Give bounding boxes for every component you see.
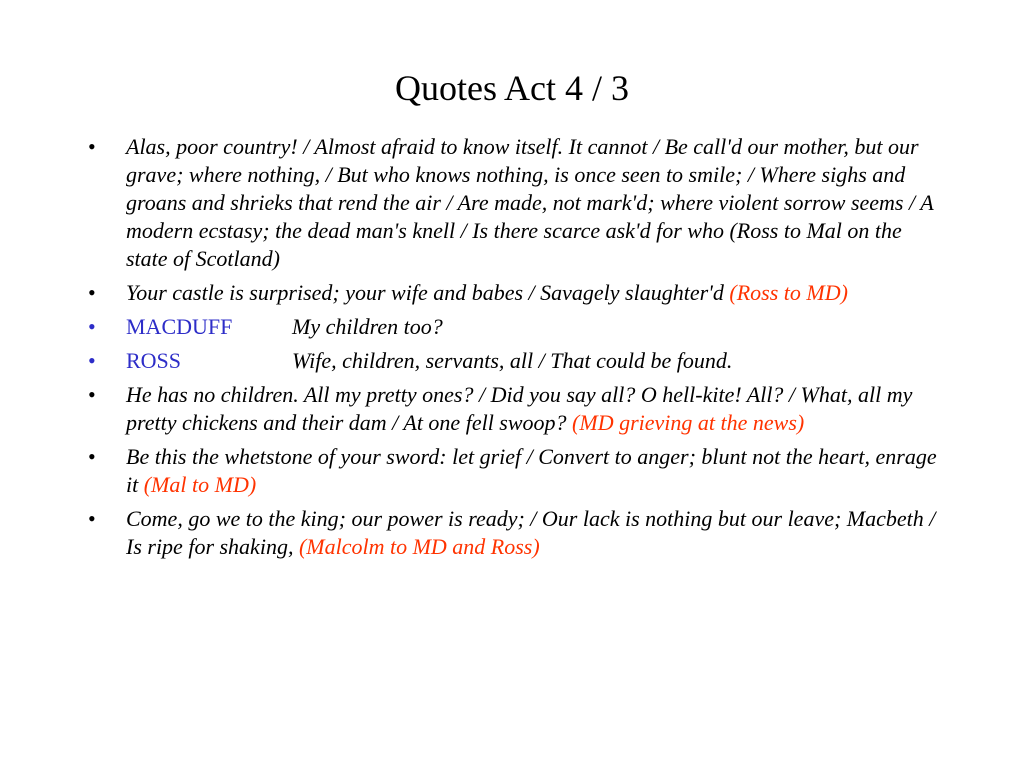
quote-item bbox=[88, 347, 938, 375]
quote-text: Your castle is surprised; your wife and babes / Savagely slaughter'd bbox=[126, 280, 730, 305]
quote-text: My children too? bbox=[292, 314, 443, 339]
bullet-marker: • bbox=[88, 506, 96, 531]
quote-text: Come, go we to the king; our power is ready; / Our lack is nothing but our leave; Macbeth / Is ripe for shaking, bbox=[126, 506, 936, 559]
quote-text: He has no children. All my pretty ones? / Did you say all? O hell-kite! All? / What, all my pretty chickens and their dam / At one fell swoop? bbox=[126, 382, 913, 435]
bullet-marker: • bbox=[88, 444, 96, 469]
speaker-note: (Ross to MD) bbox=[729, 280, 848, 305]
speaker-name: ROSS bbox=[126, 348, 182, 373]
bullet-marker: • bbox=[88, 382, 96, 407]
quote-item bbox=[88, 505, 938, 561]
speaker-note: (Mal to MD) bbox=[143, 472, 257, 497]
quote-item bbox=[88, 381, 938, 437]
bullet-marker: • bbox=[88, 280, 96, 305]
quote-text: Be this the whetstone of your sword: let grief / Convert to anger; blunt not the heart, enrage it bbox=[126, 444, 937, 497]
bullet-marker: • bbox=[88, 314, 96, 339]
speaker-note: (MD grieving at the news) bbox=[572, 410, 805, 435]
speaker-name: MACDUFF bbox=[126, 314, 233, 339]
slide-title: Quotes Act 4 / 3 bbox=[395, 68, 629, 108]
quote-text: Alas, poor country! / Almost afraid to know itself. It cannot / Be call'd our mother, but our grave; where nothing, / But who knows nothing, is once seen to smile; / Where sighs and groans and shrieks that rend the air / Are made, not mark'd; where violent sorrow seems / A modern ecstasy; the dead man's knell / Is there scarce ask'd for who (Ross to Mal on the state of Scotland) bbox=[126, 134, 934, 271]
quote-item bbox=[88, 443, 938, 499]
quote-item bbox=[88, 133, 938, 273]
quote-text: Wife, children, servants, all / That could be found. bbox=[292, 348, 733, 373]
bullet-marker: • bbox=[88, 348, 96, 373]
quote-list bbox=[88, 133, 938, 567]
quote-item bbox=[88, 313, 938, 341]
speaker-note: (Malcolm to MD and Ross) bbox=[298, 534, 540, 559]
bullet-marker: • bbox=[88, 134, 96, 159]
quote-item bbox=[88, 279, 938, 307]
